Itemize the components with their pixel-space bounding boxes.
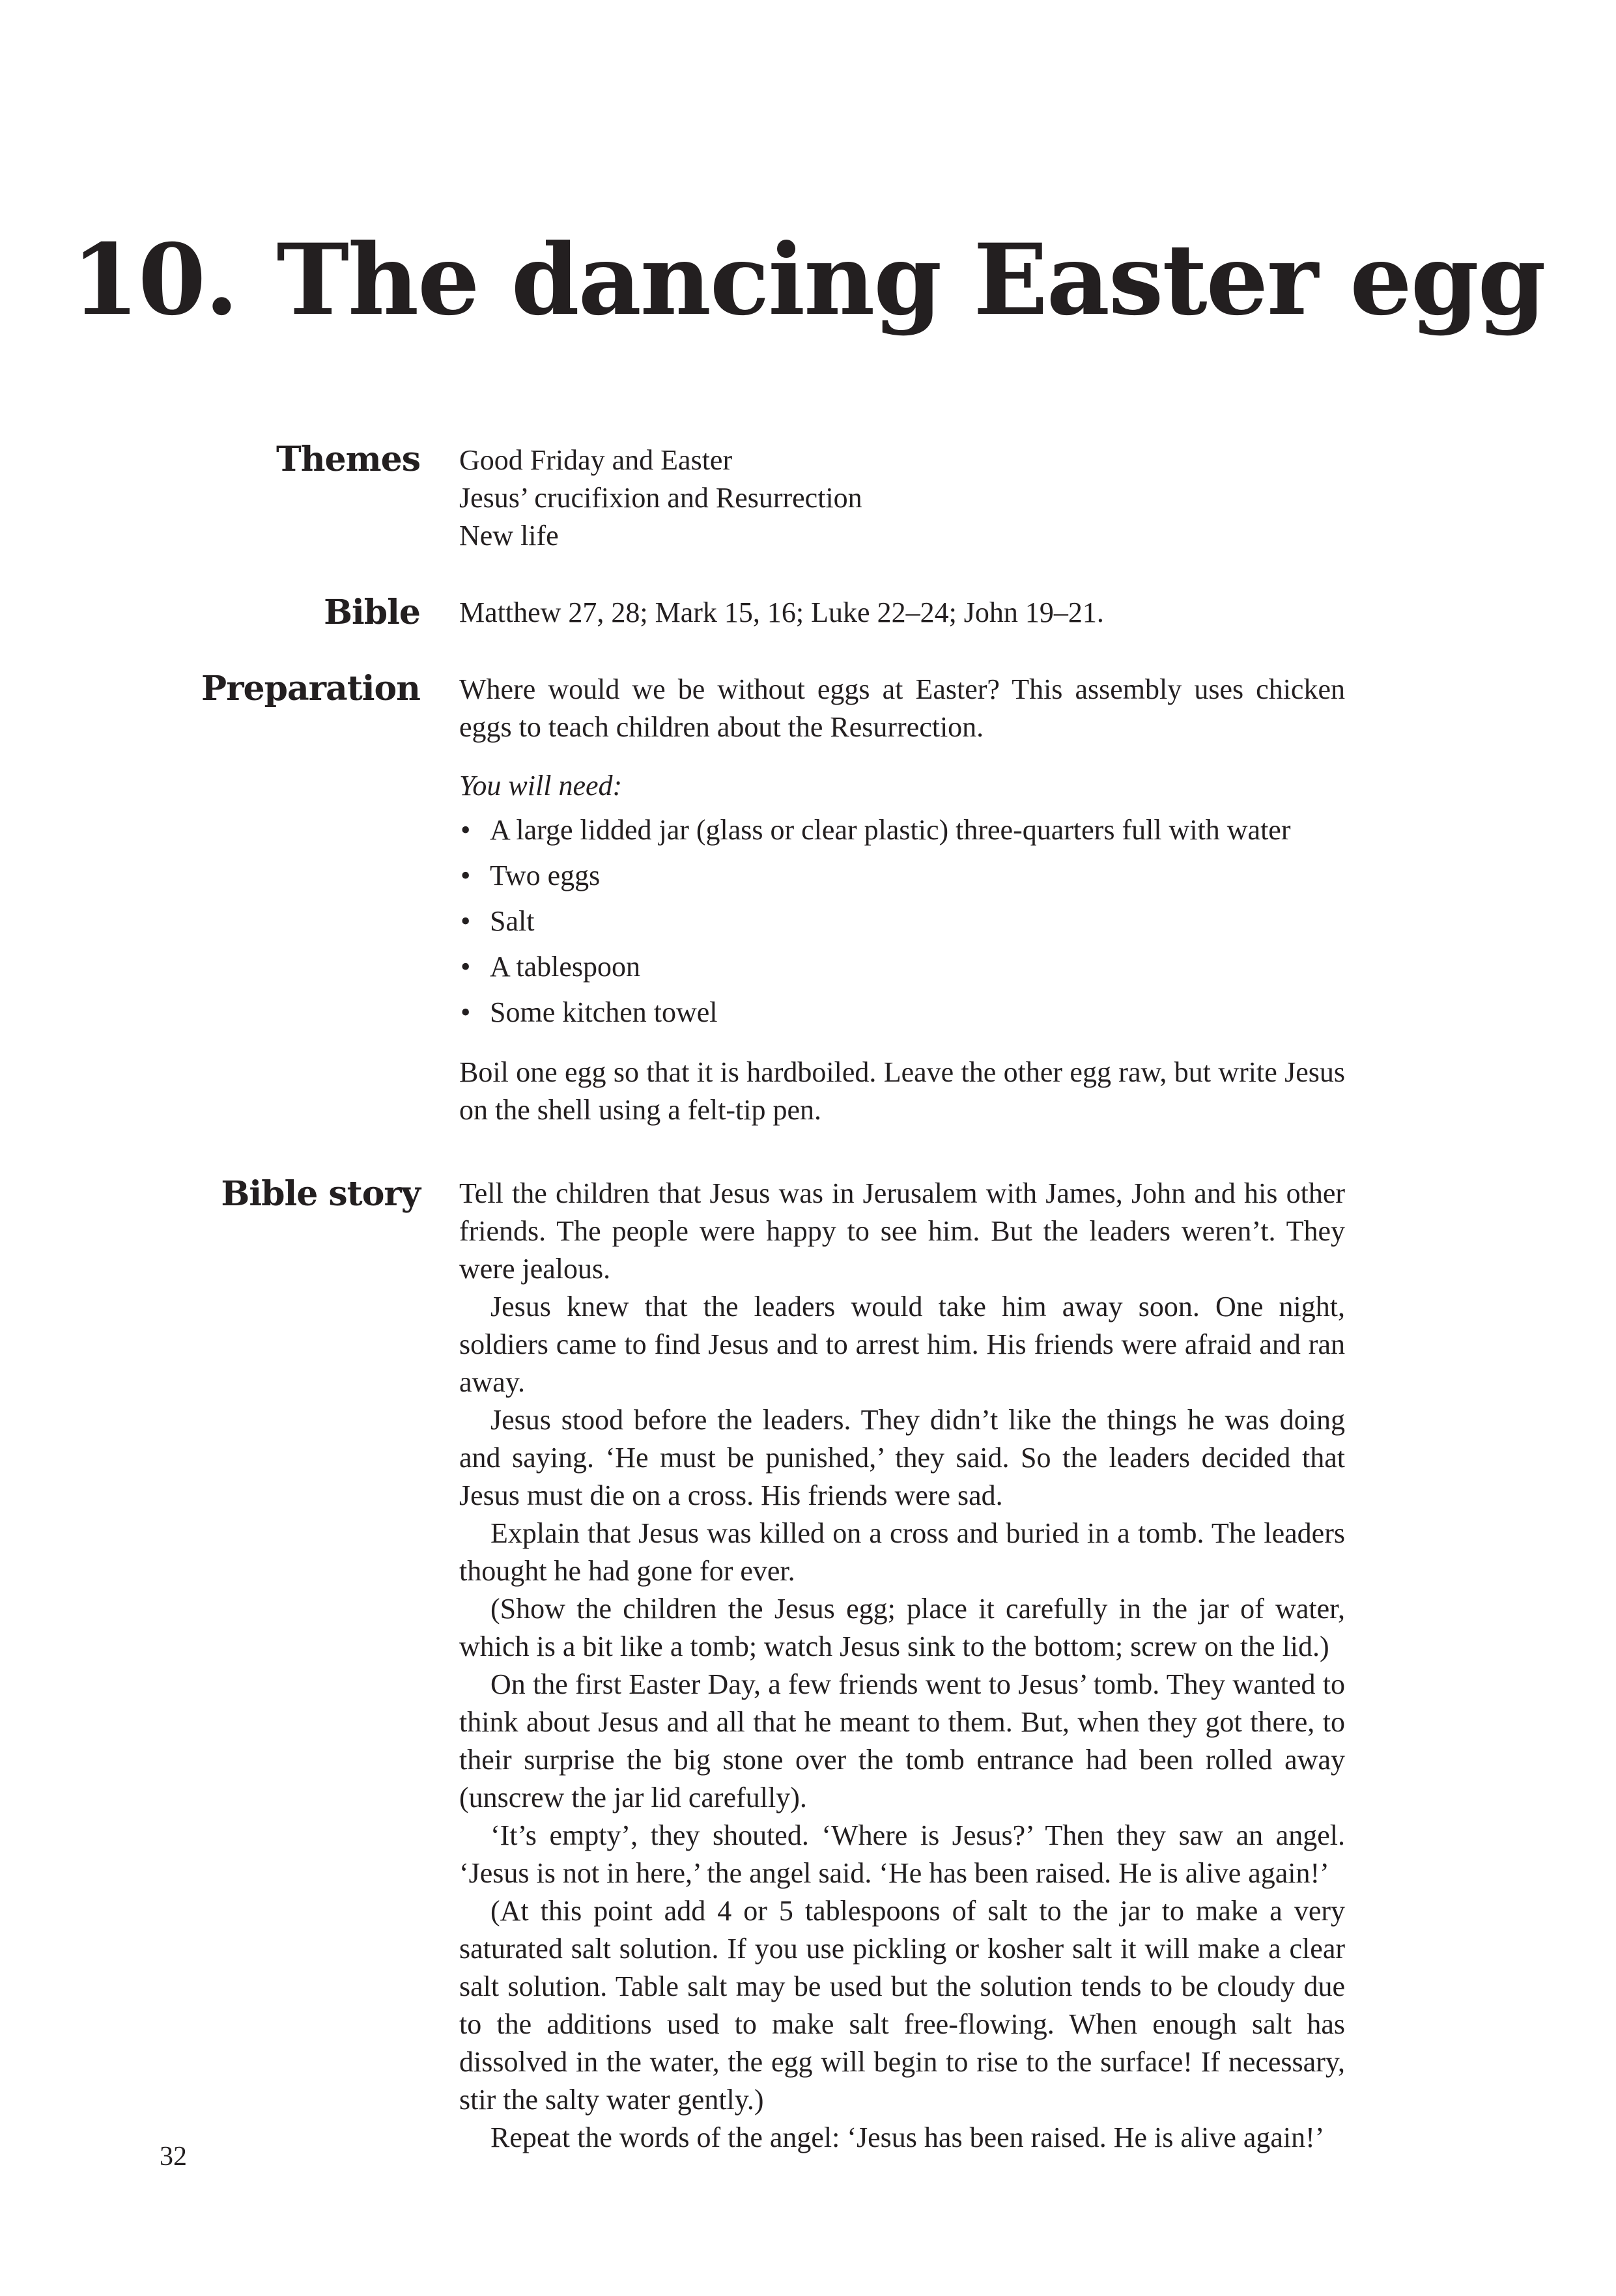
list-item: • Two eggs <box>459 853 1345 899</box>
preparation-outro: Boil one egg so that it is hardboiled. Leave the other egg raw, but write Jesus on the shell using a felt-tip pen. <box>459 1056 1345 1126</box>
bible-story-heading: Bible story <box>221 1174 420 1214</box>
page-title <box>0 223 1616 337</box>
story-paragraph: Jesus knew that the leaders would take him away soon. One night, soldiers came to find Jesus and to arrest him. His friends were afraid and ran away. <box>459 1291 1345 1398</box>
bible-heading: Bible <box>324 593 420 632</box>
list-item: • A tablespoon <box>459 944 1345 990</box>
preparation-section <box>459 671 1345 1129</box>
story-paragraph: (At this point add 4 or 5 tablespoons of salt to the jar to make a very saturated salt solution. If you use pickling or kosher salt it will make a clear salt solution. Table salt may be used but the solution tends to be cloudy due to the additions used to make salt free-flowing. When enough salt has dissolved in the water, the egg will begin to rise to the surface! If necessary, stir the salty water gently.) <box>459 1895 1345 2116</box>
chapter-number: 10. <box>71 223 238 337</box>
themes-list <box>459 441 1345 555</box>
story-paragraph: On the first Easter Day, a few friends went to Jesus’ tomb. They wanted to think about Jesus and all that he meant to them. But, when they got there, to their surprise the big stone over the tomb entrance had been rolled away (unscrew the jar lid carefully). <box>459 1668 1345 1813</box>
bible-references <box>459 594 1345 632</box>
story-paragraph: Tell the children that Jesus was in Jerusalem with James, John and his other friends. The people were happy to see him. But the leaders weren’t. They were jealous. <box>459 1177 1345 1285</box>
story-paragraph: Explain that Jesus was killed on a cross and buried in a tomb. The leaders thought he had gone for ever. <box>459 1517 1345 1587</box>
preparation-heading: Preparation <box>201 669 420 708</box>
story-paragraph: Jesus stood before the leaders. They didn’t like the things he was doing and saying. ‘He must be punished,’ they said. So the leaders decided that Jesus must die on a cross. His friends were sad. <box>459 1404 1345 1511</box>
theme-line: Good Friday and Easter <box>459 444 733 476</box>
bible-story-section <box>459 1175 1345 2157</box>
story-paragraph: (Show the children the Jesus egg; place it carefully in the jar of water, which is a bit like a tomb; watch Jesus sink to the bottom; screw on the lid.) <box>459 1593 1345 1662</box>
theme-line: New life <box>459 520 559 552</box>
list-item: • Some kitchen towel <box>459 990 1345 1035</box>
list-item: • Salt <box>459 899 1345 944</box>
story-paragraph: Repeat the words of the angel: ‘Jesus has been raised. He is alive again!’ <box>490 2121 1325 2153</box>
preparation-intro: Where would we be without eggs at Easter? This assembly uses chicken eggs to teach children about the Resurrection. <box>459 673 1345 743</box>
story-paragraph: ‘It’s empty’, they shouted. ‘Where is Jesus?’ Then they saw an angel. ‘Jesus is not in here,’ the angel said. ‘He has been raised. He is alive again!’ <box>459 1819 1345 1889</box>
theme-line: Jesus’ crucifixion and Resurrection <box>459 482 862 514</box>
bible-reference-text: Matthew 27, 28; Mark 15, 16; Luke 22–24; John 19–21. <box>459 596 1104 628</box>
themes-heading: Themes <box>276 440 420 479</box>
materials-list <box>459 807 1345 1035</box>
chapter-title: The dancing Easter egg <box>276 223 1545 337</box>
you-will-need-label: You will need: <box>459 770 623 802</box>
list-item: • A large lidded jar (glass or clear plastic) three-quarters full with water <box>459 807 1345 853</box>
page-number: 32 <box>160 2142 187 2172</box>
